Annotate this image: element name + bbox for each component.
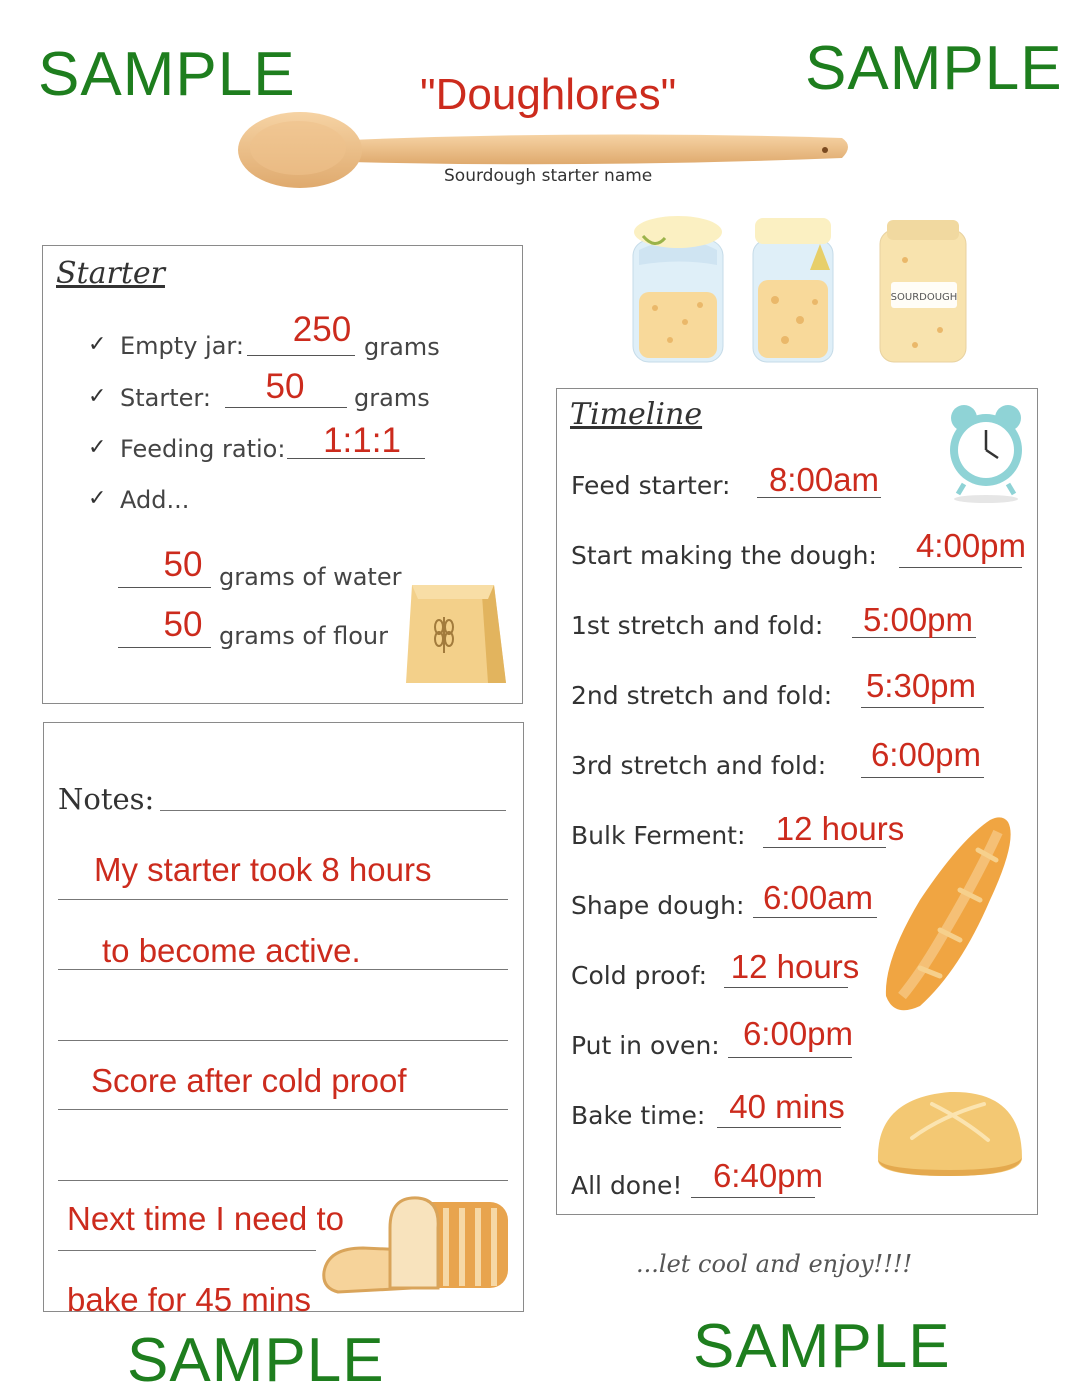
- feeding-ratio-label: Feeding ratio:: [120, 435, 286, 463]
- flour-bag-icon: [402, 575, 512, 690]
- timeline-label: Bake time:: [571, 1101, 706, 1130]
- note-line: [58, 1250, 316, 1251]
- timeline-value: 12 hours: [775, 810, 905, 847]
- grams-unit: grams: [354, 384, 430, 412]
- timeline-value: 12 hours: [730, 948, 860, 985]
- timeline-label: 1st stretch and fold:: [571, 611, 824, 640]
- check-icon: ✓: [88, 332, 107, 357]
- jar-icon: [880, 220, 966, 362]
- water-value: 50: [163, 545, 203, 584]
- empty-jar-label: Empty jar:: [120, 332, 244, 360]
- timeline-label: All done!: [571, 1171, 683, 1200]
- timeline-value: 40 mins: [729, 1088, 845, 1125]
- note-line: [58, 1109, 508, 1110]
- notes-label: Notes:: [58, 782, 155, 816]
- footer-text: ...let cool and enjoy!!!!: [636, 1250, 913, 1278]
- jar-icon: [753, 218, 833, 362]
- jars-illustration: [625, 210, 990, 370]
- note-text: to become active.: [102, 932, 361, 969]
- timeline-line: [728, 1057, 852, 1058]
- note-text: bake for 45 mins: [67, 1281, 311, 1318]
- timeline-line: [861, 707, 984, 708]
- note-line: [58, 1180, 508, 1181]
- sample-watermark-bottom-right: SAMPLE: [693, 1312, 951, 1381]
- timeline-value: 8:00am: [768, 461, 880, 498]
- sample-watermark-bottom-left: SAMPLE: [127, 1326, 385, 1395]
- timeline-line: [717, 1127, 841, 1128]
- water-line: [118, 587, 211, 588]
- timeline-line: [861, 777, 984, 778]
- timeline-value: 6:00pm: [742, 1015, 854, 1052]
- notes-label-line: [160, 810, 506, 811]
- baguette-icon: [880, 810, 1020, 1015]
- starter-line: [225, 407, 347, 408]
- note-line: [58, 1040, 508, 1041]
- timeline-value: 6:00pm: [870, 736, 982, 773]
- sample-watermark-top-right: SAMPLE: [805, 34, 1063, 103]
- jar-label: SOURDOUGH: [890, 292, 958, 303]
- alarm-clock-icon: [944, 400, 1028, 504]
- flour-line: [118, 647, 211, 648]
- starter-heading: Starter: [56, 256, 165, 291]
- timeline-label: Shape dough:: [571, 891, 745, 920]
- timeline-value: 6:00am: [762, 879, 874, 916]
- timeline-line: [724, 987, 848, 988]
- sliced-bread-icon: [318, 1188, 518, 1300]
- timeline-label: Start making the dough:: [571, 541, 877, 570]
- starter-value: 50: [265, 367, 305, 406]
- timeline-label: 2nd stretch and fold:: [571, 681, 833, 710]
- timeline-value: 4:00pm: [915, 527, 1027, 564]
- timeline-line: [899, 567, 1022, 568]
- timeline-label: Put in oven:: [571, 1031, 720, 1060]
- note-text: Next time I need to: [67, 1200, 344, 1237]
- timeline-value: 5:00pm: [862, 601, 974, 638]
- note-text: My starter took 8 hours: [94, 851, 432, 888]
- timeline-line: [691, 1197, 815, 1198]
- sample-watermark-top-left: SAMPLE: [38, 40, 296, 109]
- empty-jar-value: 250: [292, 310, 352, 349]
- timeline-label: Feed starter:: [571, 471, 731, 500]
- note-line: [58, 899, 508, 900]
- empty-jar-line: [247, 355, 355, 356]
- jar-icon: [633, 216, 723, 362]
- timeline-label: Cold proof:: [571, 961, 708, 990]
- note-text: Score after cold proof: [91, 1062, 407, 1099]
- starter-label: Starter:: [120, 384, 211, 412]
- timeline-value: 5:30pm: [865, 667, 977, 704]
- round-loaf-icon: [872, 1080, 1027, 1180]
- timeline-label: Bulk Ferment:: [571, 821, 746, 850]
- check-icon: ✓: [88, 486, 107, 511]
- timeline-label: 3rd stretch and fold:: [571, 751, 827, 780]
- timeline-line: [753, 917, 877, 918]
- flour-label: grams of flour: [219, 622, 388, 650]
- water-label: grams of water: [219, 563, 402, 591]
- grams-unit: grams: [364, 333, 440, 361]
- starter-name: "Doughlores": [420, 70, 677, 119]
- flour-value: 50: [163, 605, 203, 644]
- timeline-value: 6:40pm: [712, 1157, 824, 1194]
- add-label: Add...: [120, 486, 190, 514]
- feeding-ratio-value: 1:1:1: [323, 421, 401, 460]
- check-icon: ✓: [88, 384, 107, 409]
- starter-name-caption: Sourdough starter name: [444, 166, 653, 186]
- timeline-heading: Timeline: [570, 397, 703, 432]
- check-icon: ✓: [88, 435, 107, 460]
